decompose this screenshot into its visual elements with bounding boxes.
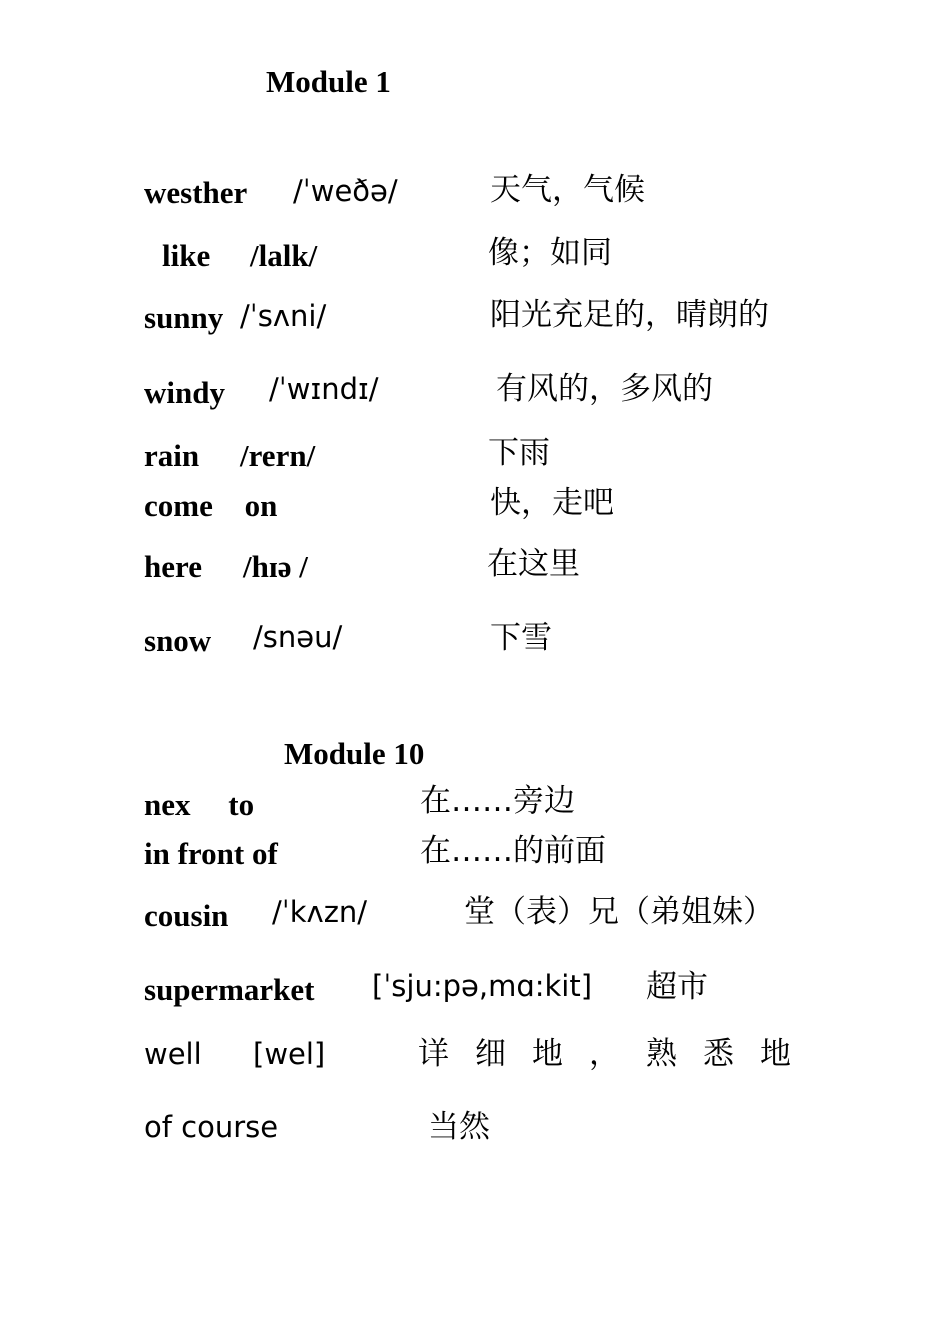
entry-phonetic: /hɪə /: [243, 549, 308, 584]
entry-meaning: 天气，气候: [490, 172, 645, 208]
entry-phonetic: /ˈkʌzn/: [272, 895, 368, 929]
entry-meaning: 有风的，多风的: [496, 371, 713, 407]
entry-phonetic: /rern/: [240, 438, 316, 473]
entry-phonetic: [wel]: [253, 1037, 326, 1071]
entry-phonetic: /ˈwɪndɪ/: [269, 372, 379, 406]
entry-word: of course: [144, 1110, 279, 1144]
entry-meaning: 阳光充足的，晴朗的: [490, 297, 769, 333]
entry-meaning: 详细地，熟悉地: [418, 1036, 817, 1072]
module-1-heading: Module 1: [266, 64, 391, 99]
entry-meaning: 在……旁边: [420, 783, 575, 819]
entry-phonetic: /ˈsʌni/: [240, 299, 327, 333]
entry-word: sunny: [144, 300, 224, 335]
entry-word: rain: [144, 438, 200, 473]
entry-phonetic: [ˈsju:pə,mɑ:kit]: [372, 969, 593, 1003]
module-10-heading: Module 10: [284, 736, 425, 771]
entry-word: snow: [144, 623, 212, 658]
entry-meaning: 快，走吧: [490, 485, 614, 521]
entry-word: cousin: [144, 898, 229, 933]
entry-word: supermarket: [144, 972, 315, 1007]
entry-meaning: 当然: [428, 1109, 490, 1145]
entry-meaning: 堂（表）兄（弟姐妹）: [464, 894, 774, 930]
entry-word: nex to: [144, 787, 255, 822]
entry-word: in front of: [144, 836, 278, 871]
entry-meaning: 下雪: [490, 620, 552, 656]
entry-word: well: [144, 1037, 202, 1071]
entry-meaning: 像；如同: [488, 235, 612, 271]
entry-word: westher: [144, 175, 248, 210]
entry-meaning: 下雨: [488, 435, 550, 471]
entry-word: windy: [144, 375, 225, 410]
entry-meaning: 超市: [646, 969, 708, 1005]
entry-phonetic: /ˈweðə/: [293, 174, 398, 208]
entry-meaning: 在……的前面: [420, 833, 606, 869]
entry-phonetic: /lalk/: [250, 238, 318, 273]
entry-phonetic: /snəu/: [253, 620, 343, 654]
entry-word: come on: [144, 488, 278, 523]
entry-word: like: [162, 238, 211, 273]
entry-meaning: 在这里: [487, 546, 580, 582]
entry-word: here: [144, 549, 202, 584]
